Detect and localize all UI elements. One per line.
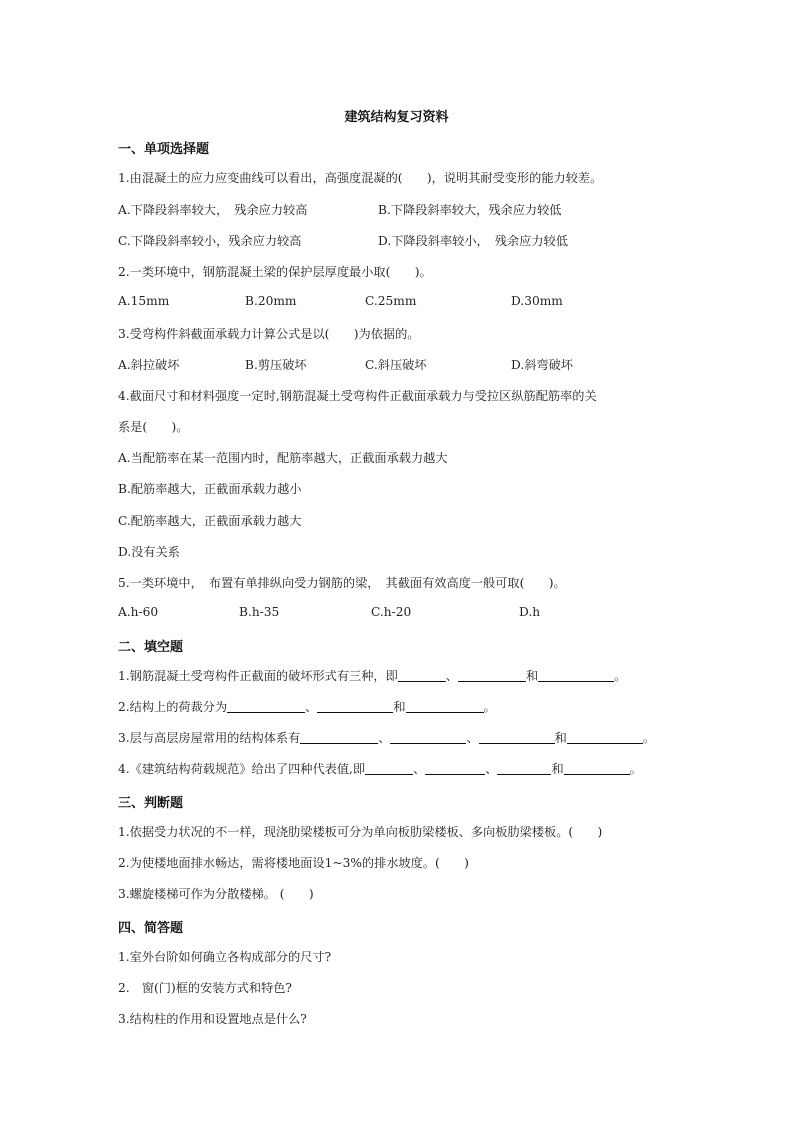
fill-text: 1.钢筋混凝土受弯构件正截面的破坏形式有三种，即 — [118, 669, 398, 683]
option: C.下降段斜率较小，残余应力较高 — [118, 234, 302, 248]
option: A.h-60 — [118, 605, 159, 619]
fill-separator: 、 — [485, 762, 498, 776]
fill-end: 。 — [483, 700, 496, 714]
question-text: 4.截面尺寸和材料强度一定时,钢筋混凝土受弯构件正截面承载力与受拉区纵筋配筋率的关 — [118, 389, 597, 403]
option: B.配筋率越大，正截面承载力越小 — [118, 482, 302, 496]
fill-blank[interactable] — [365, 761, 413, 775]
option: C.配筋率越大，正截面承载力越大 — [118, 514, 302, 528]
fill-end: 。 — [629, 762, 642, 776]
section-heading-fill-in: 二、填空题 — [118, 640, 184, 655]
fill-blank[interactable] — [538, 668, 614, 682]
section-heading-short-answer: 四、简答题 — [118, 921, 184, 936]
question-text: 5.一类环境中， 布置有单排纵向受力钢筋的梁， 其截面有效高度一般可取( )。 — [118, 576, 566, 590]
fill-blank[interactable] — [425, 761, 485, 775]
option: D.h — [519, 605, 541, 619]
judgment-question: 1.依据受力状况的不一样，现浇肋梁楼板可分为单向板肋梁楼板、多向板肋梁楼板。( ) — [118, 825, 603, 839]
fill-end: 。 — [642, 731, 656, 745]
fill-separator: 、 — [378, 731, 391, 745]
fill-blank[interactable] — [398, 668, 446, 682]
fill-blank[interactable] — [406, 699, 484, 713]
option: C.斜压破坏 — [365, 358, 427, 372]
fill-text: 2.结构上的荷裁分为 — [118, 700, 228, 714]
option: B.下降段斜率较大，残余应力较低 — [378, 203, 562, 217]
option: D.30mm — [511, 294, 563, 308]
fill-question — [118, 760, 642, 777]
fill-separator: 和 — [393, 700, 406, 714]
question-text-continued: 系是( )。 — [118, 420, 189, 434]
fill-separator: 、 — [413, 762, 426, 776]
fill-blank[interactable] — [227, 699, 305, 713]
fill-blank[interactable] — [479, 730, 555, 744]
fill-separator: 和 — [554, 731, 567, 745]
fill-separator: 和 — [525, 669, 539, 683]
question-text: 3.受弯构件斜截面承载力计算公式是以( )为依据的。 — [118, 327, 420, 341]
fill-blank[interactable] — [497, 761, 551, 775]
fill-blank[interactable] — [300, 730, 378, 744]
option: D.斜弯破坏 — [511, 358, 573, 372]
judgment-question: 3.螺旋楼梯可作为分散楼梯。 ( ) — [118, 887, 314, 901]
fill-separator: 、 — [445, 669, 458, 683]
option: D.没有关系 — [118, 545, 180, 559]
fill-blank[interactable] — [317, 699, 393, 713]
option: A.下降段斜率较大， 残余应力较高 — [118, 203, 308, 217]
section-heading-true-false: 三、判断题 — [118, 796, 184, 811]
fill-blank[interactable] — [390, 730, 466, 744]
fill-separator: 、 — [466, 731, 479, 745]
option: D.下降段斜率较小， 残余应力较低 — [378, 234, 568, 248]
option: B.剪压破坏 — [245, 358, 307, 372]
option: B.20mm — [245, 294, 297, 308]
fill-question — [118, 667, 626, 684]
fill-text: 4.《建筑结构荷载规范》给出了四种代表值,即 — [118, 762, 366, 776]
question-text: 1.由混凝土的应力应变曲线可以看出，高强度混凝的( )，说明其耐受变形的能力较差。 — [118, 171, 603, 185]
fill-blank[interactable] — [458, 668, 526, 682]
fill-text: 3.层与高层房屋常用的结构体系有 — [118, 731, 301, 745]
short-answer-question: 1.室外台阶如何确立各构成部分的尺寸? — [118, 950, 332, 964]
option: B.h-35 — [239, 605, 280, 619]
fill-question — [118, 698, 496, 715]
fill-blank[interactable] — [567, 730, 643, 744]
section-heading-single-choice: 一、单项选择题 — [118, 142, 210, 157]
option: C.25mm — [365, 294, 417, 308]
option: A.当配筋率在某一范围内时，配筋率越大，正截面承载力越大 — [118, 451, 448, 465]
fill-question — [118, 729, 655, 746]
fill-end: 。 — [614, 669, 627, 683]
question-text: 2.一类环境中，钢筋混凝土梁的保护层厚度最小取( )。 — [118, 265, 432, 279]
option: C.h-20 — [371, 605, 412, 619]
fill-separator: 、 — [305, 700, 318, 714]
fill-blank[interactable] — [564, 761, 630, 775]
short-answer-question: 2. 窗(门)框的安装方式和特色? — [118, 981, 292, 995]
option: A.斜拉破坏 — [118, 358, 180, 372]
document-title: 建筑结构复习资料 — [344, 110, 449, 125]
judgment-question: 2.为使楼地面排水畅达，需将楼地面设1~3%的排水坡度。( ) — [118, 856, 469, 870]
fill-separator: 和 — [551, 762, 564, 776]
short-answer-question: 3.结构柱的作用和设置地点是什么? — [118, 1012, 307, 1026]
option: A.15mm — [118, 294, 170, 308]
